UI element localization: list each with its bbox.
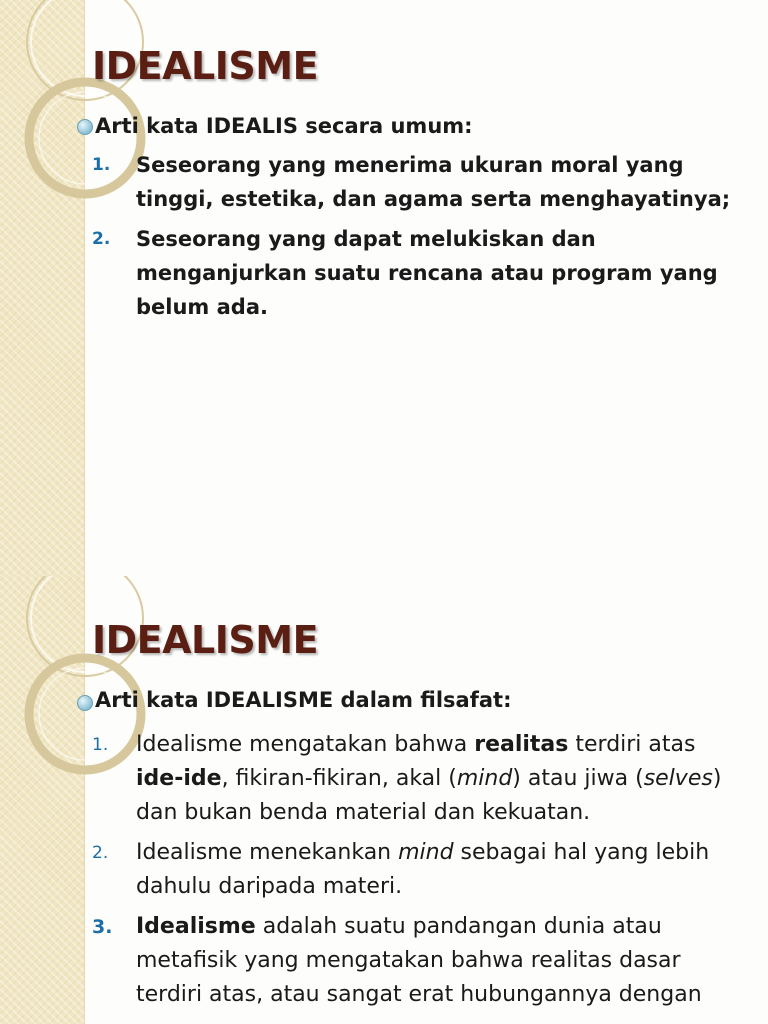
slide-title: IDEALISME <box>92 618 319 662</box>
emphasis-italic: selves <box>643 766 713 791</box>
slide-title: IDEALISME <box>92 44 319 88</box>
emphasis-italic: mind <box>456 766 513 791</box>
list-number: 3. <box>92 916 113 938</box>
slide-2 <box>0 576 768 1024</box>
list-number: 2. <box>92 229 111 249</box>
text-run: , fikiran-fikiran, akal ( <box>221 766 457 791</box>
list-text: Seseorang yang menerima ukuran moral yang tinggi, estetika, dan agama serta menghayatinya; <box>136 153 731 211</box>
list-item <box>92 148 742 216</box>
text-run: terdiri atas <box>568 732 696 757</box>
text-run: Idealisme menekankan <box>136 840 399 865</box>
lead-text: Arti kata IDEALIS secara umum: <box>95 114 473 138</box>
emphasis-italic: mind <box>398 840 454 865</box>
text-run: ) atau jiwa ( <box>512 766 644 791</box>
emphasis-bold: Idealisme <box>136 914 256 939</box>
numbered-list <box>92 148 742 330</box>
list-item <box>92 728 742 830</box>
list-item <box>92 836 742 904</box>
text-run: adalah suatu pandangan dunia atau metafisik yang mengatakan bahwa realitas dasar terdiri atas, atau sangat erat hubungannya dengan <box>136 914 702 1007</box>
text-run: Idealisme mengatakan bahwa <box>136 732 475 757</box>
list-number: 1. <box>92 735 109 755</box>
bullet-icon <box>77 695 93 711</box>
numbered-list <box>92 728 742 1018</box>
lead-text: Arti kata IDEALISME dalam filsafat: <box>95 688 512 712</box>
list-number: 2. <box>92 843 109 863</box>
list-item <box>92 222 742 324</box>
list-text: Seseorang yang dapat melukiskan dan menganjurkan suatu rencana atau program yang belum ada. <box>136 227 718 319</box>
emphasis-bold: ide-ide <box>136 766 222 791</box>
list-number: 1. <box>92 155 111 175</box>
text-run: sebagai hal yang lebih dahulu daripada materi. <box>136 840 710 899</box>
bullet-icon <box>77 119 93 135</box>
emphasis-bold: realitas <box>474 732 569 757</box>
list-item <box>92 910 742 1012</box>
text-run: ) dan bukan benda material dan kekuatan. <box>136 766 722 825</box>
